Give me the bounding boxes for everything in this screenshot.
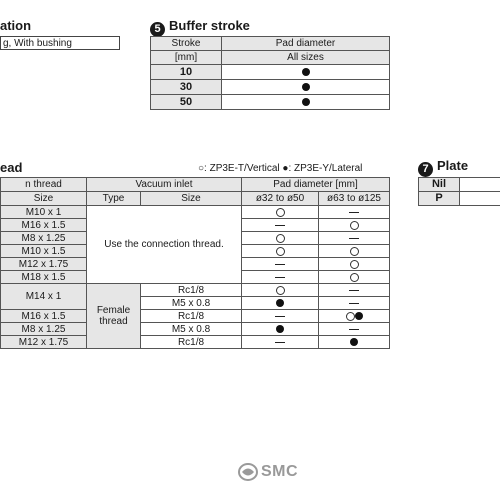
type-header: Type <box>87 192 141 206</box>
filled-circle-icon <box>302 83 310 91</box>
table-row <box>151 65 390 80</box>
legend-vertical: ○: ZP3E-T/Vertical <box>198 163 280 174</box>
number-badge: 5 <box>150 22 165 37</box>
thread-size: M18 x 1.5 <box>1 271 87 284</box>
stroke-value: 10 <box>151 65 222 80</box>
all-sizes-header: All sizes <box>222 51 390 65</box>
stroke-unit-header: [mm] <box>151 51 222 65</box>
smc-logo-text: SMC <box>261 463 299 480</box>
mounting-legend <box>198 163 362 174</box>
thread-size: M14 x 1 <box>1 284 87 310</box>
dash-icon <box>275 277 285 278</box>
inlet-size: Rc1/8 <box>141 284 242 297</box>
inlet-size: Rc1/8 <box>141 336 242 349</box>
dash-icon <box>349 303 359 304</box>
diameter-range-header-1: ø32 to ø50 <box>242 192 319 206</box>
availability-cell <box>222 80 390 95</box>
table-row <box>1 284 390 297</box>
thread-table <box>0 177 390 349</box>
open-circle-icon <box>350 221 359 230</box>
pad-diameter-header: Pad diameter [mm] <box>242 178 390 192</box>
thread-section-title-fragment: ead <box>0 160 23 175</box>
stroke-header: Stroke <box>151 37 222 51</box>
availability-cell <box>222 65 390 80</box>
buffer-stroke-heading <box>150 18 250 37</box>
dash-icon <box>275 342 285 343</box>
table-row <box>1 206 390 219</box>
smc-logo <box>238 463 298 481</box>
smc-logo-icon <box>238 463 258 481</box>
connection-thread-header: n thread <box>1 178 87 192</box>
open-circle-icon <box>346 312 355 321</box>
thread-size: M8 x 1.25 <box>1 232 87 245</box>
inlet-size: M5 x 0.8 <box>141 323 242 336</box>
size-header: Size <box>1 192 87 206</box>
filled-circle-icon <box>302 68 310 76</box>
table-row <box>1 323 390 336</box>
thread-size: M10 x 1 <box>1 206 87 219</box>
filled-circle-icon <box>350 338 358 346</box>
open-circle-icon <box>350 273 359 282</box>
vacuum-inlet-header: Vacuum inlet <box>87 178 242 192</box>
table-row <box>151 80 390 95</box>
thread-size: M8 x 1.25 <box>1 323 87 336</box>
plate-option: Nil <box>419 178 460 192</box>
inlet-size-header: Size <box>141 192 242 206</box>
buffer-stroke-table <box>150 36 390 110</box>
table-row <box>151 95 390 110</box>
plate-option: P <box>419 192 460 206</box>
thread-size: M12 x 1.75 <box>1 336 87 349</box>
buffer-stroke-title: Buffer stroke <box>169 18 250 33</box>
inlet-size: Rc1/8 <box>141 310 242 323</box>
table-row <box>419 178 500 192</box>
plate-table <box>418 177 500 206</box>
plate-title: Plate <box>437 158 469 173</box>
dash-icon <box>349 212 359 213</box>
availability-cell <box>222 95 390 110</box>
thread-size: M10 x 1.5 <box>1 245 87 258</box>
table-row <box>1 336 390 349</box>
filled-circle-icon <box>276 325 284 333</box>
open-circle-icon <box>276 208 285 217</box>
dash-icon <box>349 290 359 291</box>
dash-icon <box>349 238 359 239</box>
connection-thread-note: Use the connection thread. <box>87 206 242 284</box>
open-circle-icon <box>276 234 285 243</box>
female-thread-label: Female thread <box>87 284 141 349</box>
filled-circle-icon <box>302 98 310 106</box>
option-box: g, With bushing <box>0 36 120 50</box>
table-row <box>419 192 500 206</box>
thread-size: M16 x 1.5 <box>1 219 87 232</box>
filled-circle-icon <box>276 299 284 307</box>
dash-icon <box>349 329 359 330</box>
legend-lateral: ●: ZP3E-Y/Lateral <box>282 163 363 174</box>
dash-icon <box>275 316 285 317</box>
stroke-value: 30 <box>151 80 222 95</box>
filled-circle-icon <box>355 312 363 320</box>
inlet-size: M5 x 0.8 <box>141 297 242 310</box>
table-row <box>1 310 390 323</box>
number-badge: 7 <box>418 162 433 177</box>
stroke-value: 50 <box>151 95 222 110</box>
open-circle-icon <box>276 247 285 256</box>
dash-icon <box>275 225 285 226</box>
open-circle-icon <box>350 247 359 256</box>
diameter-range-header-2: ø63 to ø125 <box>319 192 390 206</box>
thread-size: M12 x 1.75 <box>1 258 87 271</box>
section-title-fragment: ation <box>0 18 32 33</box>
pad-diameter-header: Pad diameter <box>222 37 390 51</box>
thread-size: M16 x 1.5 <box>1 310 87 323</box>
open-circle-icon <box>350 260 359 269</box>
plate-heading <box>418 158 468 177</box>
open-circle-icon <box>276 286 285 295</box>
dash-icon <box>275 264 285 265</box>
